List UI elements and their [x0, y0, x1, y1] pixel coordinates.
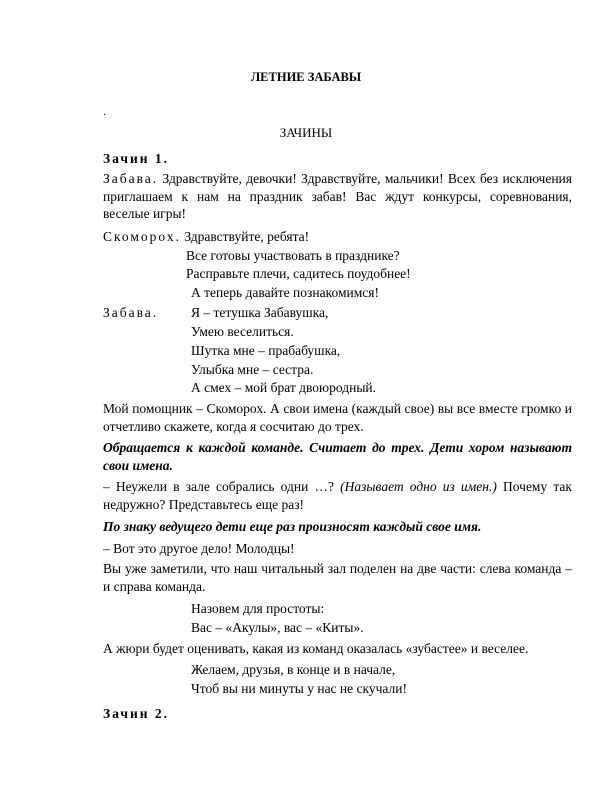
- stray-dot: .: [103, 104, 106, 118]
- stage-direction-2: По знаку ведущего дети еще раз произносят каждый свое имя.: [103, 519, 482, 534]
- skomoroh-line: [103, 228, 309, 246]
- verse-line: А теперь давайте познакомимся!: [191, 285, 379, 300]
- question-text-b: Почему так недружно? Представьтесь еще раз!: [103, 479, 572, 512]
- verse-line: Желаем, друзья, в конце и в начале,: [191, 662, 396, 677]
- verse-line: Все готовы участвовать в празднике?: [186, 248, 400, 263]
- verse-line: Вас – «Акулы», вас – «Киты».: [191, 620, 364, 635]
- stage-direction-1: Обращается к каждой команде. Считает до трех. Дети хором называют свои имена.: [103, 440, 572, 473]
- verse-line: Шутка мне – прабабушка,: [191, 343, 341, 358]
- speaker-skomoroh: Скоморох.: [103, 229, 181, 244]
- verse-line: Я – тетушка Забавушка,: [191, 305, 329, 320]
- verse-line: А смех – мой брат двоюродный.: [191, 380, 377, 395]
- paragraph-question: [103, 478, 572, 513]
- heading-zachin-1: Зачин 1.: [103, 151, 170, 166]
- paragraph-well-done: – Вот это другое дело! Молодцы!: [103, 541, 295, 556]
- verse-line: Умею веселиться.: [191, 324, 294, 339]
- paragraph-names: Мой помощник – Скоморох. А свои имена (каждый свое) вы все вместе громко и отчетливо скажете, когда я сосчитаю до трех.: [103, 401, 572, 434]
- paragraph-jury: А жюри будет оценивать, какая из команд оказалась «зубастее» и веселее.: [103, 641, 529, 656]
- speaker-zabava-2: Забава.: [103, 305, 159, 320]
- skomoroh-first-line: Здравствуйте, ребята!: [180, 229, 310, 244]
- heading-zachin-2: Зачин 2.: [103, 706, 170, 721]
- verse-line: Назовем для простоты:: [191, 601, 325, 616]
- section-title: ЗАЧИНЫ: [279, 125, 333, 140]
- document-title: ЛЕТНИЕ ЗАБАВЫ: [250, 70, 362, 84]
- paragraph-intro: [103, 170, 572, 223]
- verse-line: Чтоб вы ни минуты у нас не скучали!: [191, 681, 407, 696]
- paragraph-teams: Вы уже заметили, что наш читальный зал поделен на две части: слева команда – и справа команда.: [103, 561, 572, 594]
- question-text-a: – Неужели в зале собрались одни …?: [103, 479, 341, 494]
- intro-text: Здравствуйте, девочки! Здравствуйте, мальчики! Всех без исключения приглашаем к нам на праздник забав! Вас ждут конкурсы, соревнования, веселые игры!: [103, 171, 572, 222]
- speaker-zabava: Забава.: [103, 171, 159, 186]
- verse-line: Расправьте плечи, садитесь поудобнее!: [186, 266, 411, 281]
- question-italic: (Называет одно из имен.): [340, 479, 497, 494]
- verse-line: Улыбка мне – сестра.: [191, 362, 314, 377]
